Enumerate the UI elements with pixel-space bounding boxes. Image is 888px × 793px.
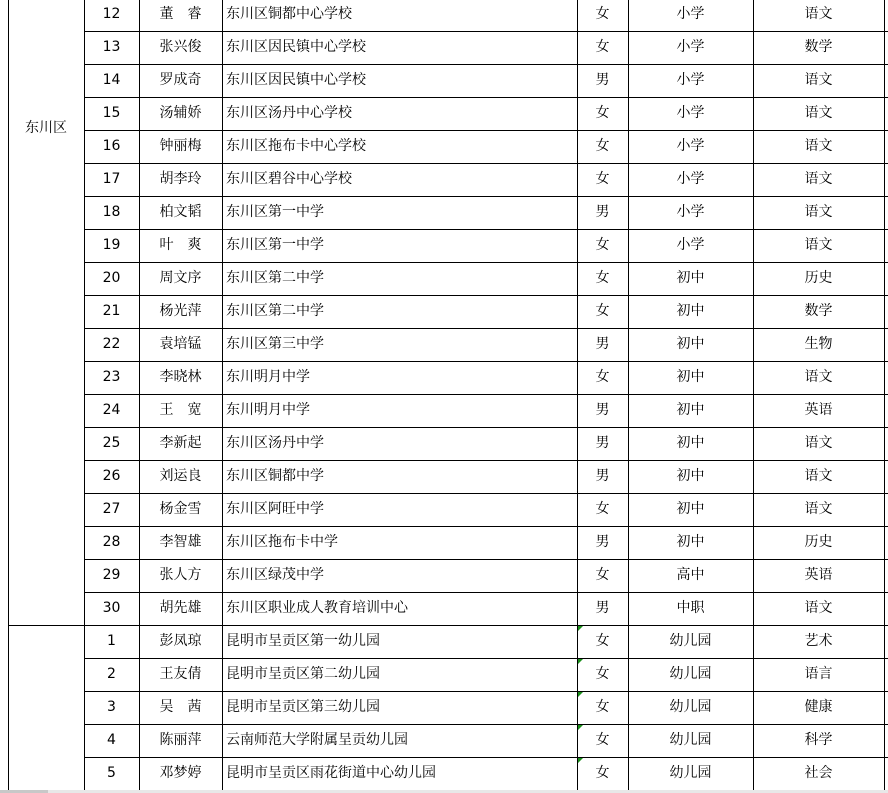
cell-level[interactable]: 幼儿园 [669, 633, 712, 649]
cell-school[interactable]: 东川区汤丹中学 [226, 435, 324, 451]
cell-gender[interactable]: 女 [595, 732, 610, 748]
cell-subject[interactable]: 语文 [804, 204, 833, 220]
cell-level[interactable]: 初中 [676, 270, 705, 286]
cell-gender[interactable]: 男 [595, 600, 610, 616]
cell-name[interactable]: 汤辅娇 [159, 105, 202, 121]
cell-gender[interactable]: 男 [595, 204, 610, 220]
cell-level[interactable]: 小学 [676, 39, 705, 55]
cell-name[interactable]: 李晓林 [159, 369, 202, 385]
cell-level[interactable]: 初中 [676, 402, 705, 418]
cell-name[interactable]: 杨金雪 [159, 501, 202, 517]
cell-level[interactable]: 幼儿园 [669, 732, 712, 748]
cell-school[interactable]: 东川区因民镇中心学校 [226, 72, 366, 88]
cell-name[interactable]: 李新起 [159, 435, 202, 451]
cell-school[interactable]: 东川区第一中学 [226, 237, 324, 253]
cell-gender[interactable]: 女 [595, 270, 610, 286]
cell-school[interactable]: 东川明月中学 [226, 402, 310, 418]
cell-number[interactable]: 22 [102, 336, 121, 352]
cell-number[interactable]: 18 [102, 204, 121, 220]
column-gridline [222, 0, 223, 790]
cell-number[interactable]: 20 [102, 270, 121, 286]
cell-number[interactable]: 23 [102, 369, 121, 385]
cell-level[interactable]: 小学 [676, 237, 705, 253]
cell-number[interactable]: 5 [107, 765, 116, 781]
cell-gender[interactable]: 女 [595, 633, 610, 649]
cell-number[interactable]: 3 [107, 699, 116, 715]
cell-name[interactable]: 周文序 [159, 270, 202, 286]
cell-subject[interactable]: 健康 [804, 699, 833, 715]
cell-subject[interactable]: 历史 [804, 534, 833, 550]
cell-name[interactable]: 钟丽梅 [159, 138, 202, 154]
cell-level[interactable]: 初中 [676, 336, 705, 352]
cell-subject[interactable]: 语文 [804, 171, 833, 187]
cell-subject[interactable]: 语文 [804, 72, 833, 88]
cell-gender[interactable]: 女 [595, 105, 610, 121]
cell-subject[interactable]: 生物 [804, 336, 833, 352]
cell-number[interactable]: 17 [102, 171, 121, 187]
cell-number[interactable]: 12 [102, 6, 121, 22]
cell-school[interactable]: 昆明市呈贡区雨花街道中心幼儿园 [226, 765, 436, 781]
column-gridline [577, 0, 578, 790]
cell-gender[interactable]: 女 [595, 567, 610, 583]
cell-name[interactable]: 董 睿 [159, 6, 202, 22]
cell-subject[interactable]: 英语 [804, 567, 833, 583]
cell-school[interactable]: 东川区阿旺中学 [226, 501, 324, 517]
cell-name[interactable]: 王 宽 [159, 402, 202, 418]
cell-number[interactable]: 19 [102, 237, 121, 253]
cell-gender[interactable]: 女 [595, 237, 610, 253]
cell-gender[interactable]: 男 [595, 336, 610, 352]
cell-level[interactable]: 初中 [676, 303, 705, 319]
cell-school[interactable]: 昆明市呈贡区第二幼儿园 [226, 666, 380, 682]
cell-level[interactable]: 高中 [676, 567, 705, 583]
cell-gender[interactable]: 男 [595, 534, 610, 550]
cell-number[interactable]: 27 [102, 501, 121, 517]
cell-level[interactable]: 初中 [676, 534, 705, 550]
cell-school[interactable]: 东川区拖布卡中学 [226, 534, 338, 550]
cell-level[interactable]: 初中 [676, 369, 705, 385]
cell-number[interactable]: 24 [102, 402, 121, 418]
cell-level[interactable]: 幼儿园 [669, 765, 712, 781]
cell-subject[interactable]: 语文 [804, 369, 833, 385]
cell-gender[interactable]: 女 [595, 666, 610, 682]
group-divider [8, 625, 84, 626]
cell-subject[interactable]: 语文 [804, 138, 833, 154]
cell-subject[interactable]: 语文 [804, 468, 833, 484]
cell-number[interactable]: 4 [107, 732, 116, 748]
cell-school[interactable]: 东川区绿茂中学 [226, 567, 324, 583]
cell-gender[interactable]: 男 [595, 435, 610, 451]
cell-school[interactable]: 昆明市呈贡区第一幼儿园 [226, 633, 380, 649]
cell-subject[interactable]: 艺术 [804, 633, 833, 649]
cell-subject[interactable]: 语文 [804, 237, 833, 253]
cell-name[interactable]: 彭凤琼 [159, 633, 202, 649]
cell-number[interactable]: 30 [102, 600, 121, 616]
cell-comment-marker [578, 758, 583, 763]
cell-name[interactable]: 胡先雄 [159, 600, 202, 616]
cell-comment-marker [578, 725, 583, 730]
column-gridline [8, 0, 9, 790]
cell-school[interactable]: 东川明月中学 [226, 369, 310, 385]
cell-school[interactable]: 昆明市呈贡区第三幼儿园 [226, 699, 380, 715]
cell-gender[interactable]: 女 [595, 171, 610, 187]
cell-gender[interactable]: 女 [595, 699, 610, 715]
cell-name[interactable]: 吴 茜 [159, 699, 202, 715]
cell-name[interactable]: 王友倩 [159, 666, 202, 682]
cell-number[interactable]: 1 [107, 633, 116, 649]
cell-level[interactable]: 小学 [676, 72, 705, 88]
cell-subject[interactable]: 语文 [804, 600, 833, 616]
cell-school[interactable]: 东川区汤丹中心学校 [226, 105, 352, 121]
cell-gender[interactable]: 女 [595, 39, 610, 55]
cell-number[interactable]: 16 [102, 138, 121, 154]
cell-name[interactable]: 叶 爽 [159, 237, 202, 253]
cell-subject[interactable]: 语文 [804, 105, 833, 121]
cell-number[interactable]: 14 [102, 72, 121, 88]
cell-name[interactable]: 李智雄 [159, 534, 202, 550]
cell-comment-marker [578, 659, 583, 664]
column-gridline [628, 0, 629, 790]
cell-level[interactable]: 小学 [676, 105, 705, 121]
cell-level[interactable]: 幼儿园 [669, 666, 712, 682]
cell-subject[interactable]: 历史 [804, 270, 833, 286]
cell-gender[interactable]: 女 [595, 369, 610, 385]
cell-number[interactable]: 26 [102, 468, 121, 484]
cell-school[interactable]: 东川区第二中学 [226, 270, 324, 286]
cell-comment-marker [578, 626, 583, 631]
cell-subject[interactable]: 语文 [804, 6, 833, 22]
cell-name[interactable]: 袁培锰 [159, 336, 202, 352]
cell-gender[interactable]: 男 [595, 72, 610, 88]
cell-school[interactable]: 东川区职业成人教育培训中心 [226, 600, 408, 616]
cell-number[interactable]: 13 [102, 39, 121, 55]
cell-subject[interactable]: 社会 [804, 765, 833, 781]
cell-gender[interactable]: 女 [595, 765, 610, 781]
cell-subject[interactable]: 语文 [804, 435, 833, 451]
cell-school[interactable]: 东川区铜都中心学校 [226, 6, 352, 22]
cell-level[interactable]: 初中 [676, 435, 705, 451]
cell-school[interactable]: 东川区拖布卡中心学校 [226, 138, 366, 154]
cell-name[interactable]: 柏文韬 [159, 204, 202, 220]
cell-school[interactable]: 东川区第三中学 [226, 336, 324, 352]
cell-school[interactable]: 东川区碧谷中心学校 [226, 171, 352, 187]
cell-level[interactable]: 小学 [676, 204, 705, 220]
cell-gender[interactable]: 女 [595, 138, 610, 154]
cell-level[interactable]: 初中 [676, 501, 705, 517]
cell-school[interactable]: 东川区铜都中学 [226, 468, 324, 484]
cell-gender[interactable]: 女 [595, 303, 610, 319]
column-gridline [139, 0, 140, 790]
cell-subject[interactable]: 数学 [804, 39, 833, 55]
cell-level[interactable]: 小学 [676, 138, 705, 154]
cell-comment-marker [578, 692, 583, 697]
column-gridline [884, 0, 885, 790]
cell-gender[interactable]: 男 [595, 468, 610, 484]
cell-name[interactable]: 杨光萍 [159, 303, 202, 319]
cell-name[interactable]: 胡李玲 [159, 171, 202, 187]
cell-number[interactable]: 21 [102, 303, 121, 319]
cell-subject[interactable]: 语言 [804, 666, 833, 682]
cell-school[interactable]: 东川区第一中学 [226, 204, 324, 220]
cell-school[interactable]: 东川区因民镇中心学校 [226, 39, 366, 55]
cell-name[interactable]: 刘运良 [159, 468, 202, 484]
cell-name[interactable]: 罗成奇 [159, 72, 202, 88]
cell-name[interactable]: 邓梦婷 [159, 765, 202, 781]
column-gridline [84, 0, 85, 790]
cell-subject[interactable]: 语文 [804, 501, 833, 517]
cell-name[interactable]: 张兴俊 [159, 39, 202, 55]
cell-school[interactable]: 云南师范大学附属呈贡幼儿园 [226, 732, 408, 748]
cell-subject[interactable]: 英语 [804, 402, 833, 418]
cell-number[interactable]: 2 [107, 666, 116, 682]
district-cell[interactable]: 东川区 [25, 120, 67, 136]
cell-level[interactable]: 幼儿园 [669, 699, 712, 715]
cell-gender[interactable]: 男 [595, 402, 610, 418]
cell-school[interactable]: 东川区第二中学 [226, 303, 324, 319]
cell-number[interactable]: 29 [102, 567, 121, 583]
cell-name[interactable]: 陈丽萍 [159, 732, 202, 748]
column-gridline [753, 0, 754, 790]
cell-level[interactable]: 小学 [676, 6, 705, 22]
cell-level[interactable]: 初中 [676, 468, 705, 484]
cell-number[interactable]: 25 [102, 435, 121, 451]
cell-number[interactable]: 15 [102, 105, 121, 121]
cell-gender[interactable]: 女 [595, 6, 610, 22]
cell-subject[interactable]: 科学 [804, 732, 833, 748]
cell-subject[interactable]: 数学 [804, 303, 833, 319]
cell-number[interactable]: 28 [102, 534, 121, 550]
cell-gender[interactable]: 女 [595, 501, 610, 517]
cell-level[interactable]: 小学 [676, 171, 705, 187]
cell-level[interactable]: 中职 [676, 600, 705, 616]
cell-name[interactable]: 张人方 [159, 567, 202, 583]
